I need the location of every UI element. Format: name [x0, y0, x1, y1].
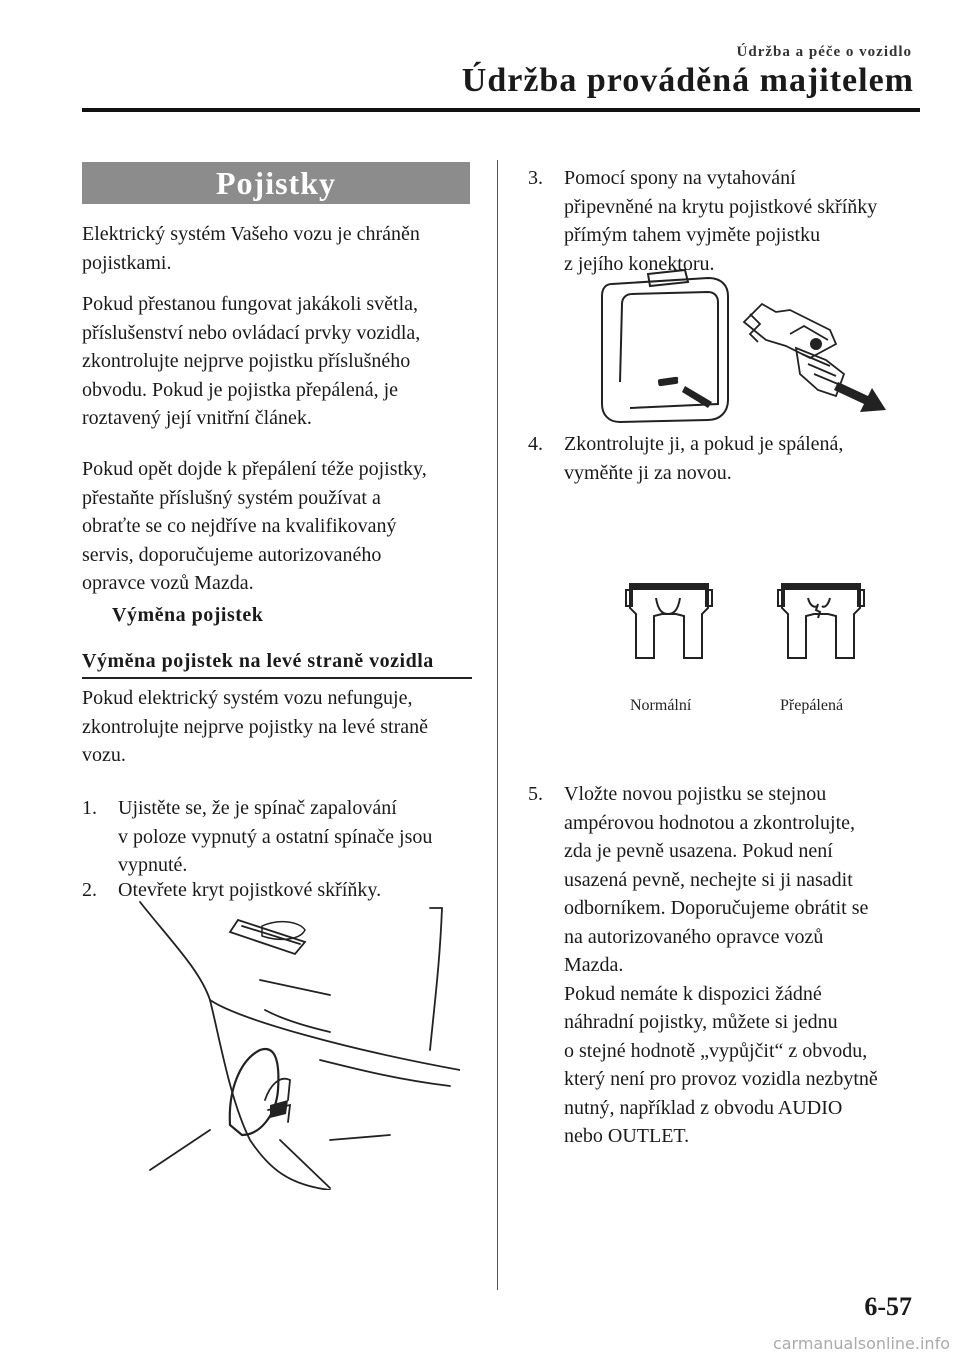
fuse-puller-illustration — [590, 264, 890, 434]
text-line: Elektrický systém Vašeho vozu je chráněn — [82, 223, 420, 245]
step-5 — [528, 780, 948, 1160]
text-line: přímým tahem vyjměte pojistku — [564, 224, 821, 246]
text-line: Mazda. — [564, 954, 624, 976]
text-line: Pokud nemáte k dispozici žádné — [564, 982, 822, 1005]
section-banner: Pojistky — [82, 162, 470, 204]
header-rule — [82, 108, 920, 112]
text-line: na autorizovaného opravce vozů — [564, 925, 824, 948]
text-line: odborníkem. Doporučujeme obrátit se — [564, 897, 869, 919]
caption-blown: Přepálená — [780, 697, 844, 714]
step-number: 1. — [82, 797, 97, 819]
text-line: Otevřete kryt pojistkové skříňky. — [118, 879, 382, 901]
step-4 — [528, 430, 928, 490]
page-number: 6-57 — [864, 1292, 912, 1321]
text-line: Vložte novou pojistku se stejnou — [564, 783, 827, 805]
text-line: vypnuté. — [118, 854, 188, 876]
text-line: zda je pevně usazena. Pokud není — [564, 840, 833, 862]
text-line: obraťte se co nejdříve na kvalifikovaný — [82, 515, 397, 537]
text-line: roztavený její vnitřní článek. — [82, 407, 312, 429]
chapter-title: Údržba prováděná majitelem — [461, 62, 914, 99]
step-number: 3. — [528, 167, 543, 189]
text-line: zkontrolujte nejprve pojistku příslušného — [82, 350, 411, 372]
footer-watermark[interactable]: carmanualsonline.info — [772, 1334, 950, 1353]
step-number: 2. — [82, 879, 97, 901]
text-line: ampérovou hodnotou a zkontrolujte, — [564, 811, 856, 834]
text-line: přestaňte příslušný systém používat a — [82, 486, 381, 509]
text-line: z jejího konektoru. — [564, 252, 715, 275]
text-line: o stejné hodnotě „vypůjčit“ z obvodu, — [564, 1039, 868, 1062]
text-line: připevněné na krytu pojistkové skříňky — [564, 195, 878, 218]
subheading-underline — [82, 677, 472, 679]
text-line: usazená pevně, nechejte si ji nasadit — [564, 868, 853, 891]
text-line: Pokud opět dojde k přepálení téže pojistky, — [82, 458, 427, 480]
text-line: Pomocí spony na vytahování — [564, 167, 796, 189]
text-line: příslušenství nebo ovládací prvky vozidla, — [82, 321, 421, 344]
fuse-box-cover-illustration — [130, 900, 460, 1190]
left-side-paragraph — [82, 684, 482, 770]
text-line: vyměňte ji za novou. — [564, 461, 732, 484]
section-label: Údržba a péče o vozidlo — [736, 44, 912, 60]
fuse-comparison-illustration — [618, 580, 868, 665]
intro-paragraph-2 — [82, 290, 482, 433]
text-line: opravce vozů Mazda. — [82, 572, 254, 594]
subheading-left-side: Výměna pojistek na levé straně vozidla — [82, 650, 434, 672]
text-line: zkontrolujte nejprve pojistky na levé straně — [82, 715, 429, 738]
column-divider — [497, 160, 498, 1290]
intro-paragraph-1 — [82, 220, 482, 277]
text-line: servis, doporučujeme autorizovaného — [82, 543, 382, 566]
text-line: který není pro provoz vozidla nezbytně — [564, 1068, 878, 1090]
step-number: 5. — [528, 783, 543, 805]
text-line: nutný, například z obvodu AUDIO — [564, 1096, 843, 1119]
intro-paragraph-3 — [82, 455, 482, 598]
text-line: Zkontrolujte ji, a pokud je spálená, — [564, 433, 844, 455]
subheading-replace: Výměna pojistek — [112, 604, 264, 626]
text-line: pojistkami. — [82, 251, 172, 274]
text-line: Pokud elektrický systém vozu nefunguje, — [82, 687, 413, 709]
text-line: v poloze vypnutý a ostatní spínače jsou — [118, 825, 433, 848]
text-line: náhradní pojistky, můžete si jednu — [564, 1011, 838, 1033]
text-line: Pokud přestanou fungovat jakákoli světla, — [82, 293, 419, 315]
text-line: Ujistěte se, že je spínač zapalování — [118, 797, 397, 819]
text-line: nebo OUTLET. — [564, 1125, 690, 1147]
step-1 — [82, 794, 482, 884]
step-number: 4. — [528, 433, 543, 455]
text-line: obvodu. Pokud je pojistka přepálená, je — [82, 378, 399, 401]
caption-normal: Normální — [630, 697, 692, 714]
text-line: vozu. — [82, 744, 126, 766]
